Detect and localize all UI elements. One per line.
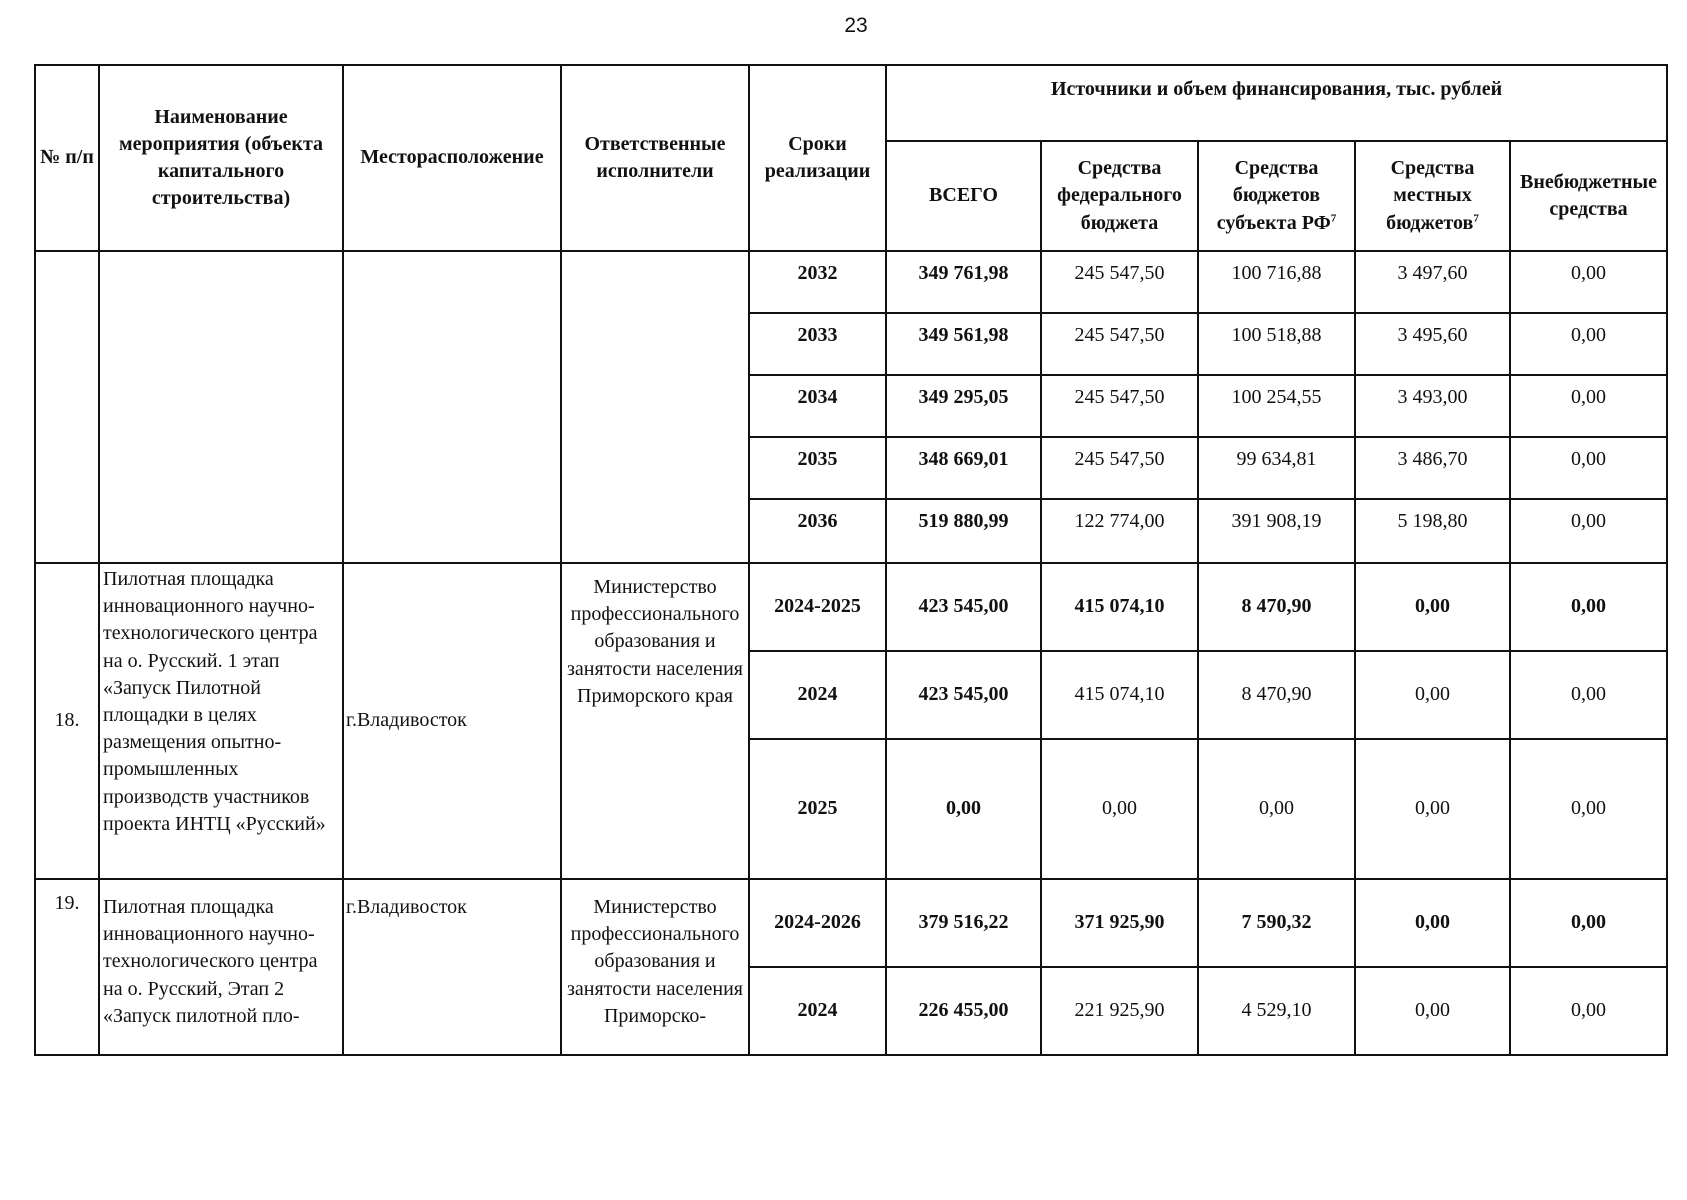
cell-federal: 415 074,10 [1041, 563, 1198, 651]
header-name: Наименование мероприятия (объекта капитального строительства) [99, 65, 343, 251]
cell-subject: 391 908,19 [1198, 499, 1355, 563]
header-executors: Ответственные исполнители [561, 65, 749, 251]
cell-year: 2032 [749, 251, 886, 313]
item-number: 19. [35, 879, 99, 1055]
cell-local: 0,00 [1355, 651, 1510, 739]
item-name: Пилотная площадка инновационного научно-технологического центра на о. Русский. 1 этап «Запуск Пилотной площадки в целях размещения опытно-промышленных производств участников проекта ИНТЦ «Русский» [99, 563, 343, 879]
footnote-mark: 7 [1473, 211, 1479, 224]
item-executors: Министерство профессионального образования и занятости населения Приморского края [561, 563, 749, 879]
cell-year: 2036 [749, 499, 886, 563]
cell-federal: 245 547,50 [1041, 375, 1198, 437]
cell-name [99, 251, 343, 563]
cell-subject: 4 529,10 [1198, 967, 1355, 1055]
cell-local: 3 493,00 [1355, 375, 1510, 437]
header-local-label: Средства местных бюджетов [1386, 157, 1475, 234]
cell-total: 349 295,05 [886, 375, 1041, 437]
cell-subject: 100 716,88 [1198, 251, 1355, 313]
cell-total: 0,00 [886, 739, 1041, 879]
header-period: Сроки реализации [749, 65, 886, 251]
cell-local: 3 486,70 [1355, 437, 1510, 499]
cell-federal: 245 547,50 [1041, 251, 1198, 313]
cell-num [35, 251, 99, 563]
cell-local: 3 497,60 [1355, 251, 1510, 313]
header-total: ВСЕГО [886, 141, 1041, 251]
cell-total: 348 669,01 [886, 437, 1041, 499]
cell-year: 2025 [749, 739, 886, 879]
cell-extra: 0,00 [1510, 251, 1667, 313]
cell-subject: 99 634,81 [1198, 437, 1355, 499]
cell-total: 423 545,00 [886, 563, 1041, 651]
item-location: г.Владивосток [343, 879, 561, 1055]
cell-total: 379 516,22 [886, 879, 1041, 967]
cell-subject: 8 470,90 [1198, 563, 1355, 651]
cell-year: 2034 [749, 375, 886, 437]
table-row [35, 563, 1667, 651]
cell-extra: 0,00 [1510, 313, 1667, 375]
header-local [1355, 141, 1510, 251]
cell-location [343, 251, 561, 563]
cell-subject: 100 518,88 [1198, 313, 1355, 375]
table-row [35, 251, 1667, 313]
header-subject [1198, 141, 1355, 251]
cell-extra: 0,00 [1510, 739, 1667, 879]
cell-executors [561, 251, 749, 563]
cell-subject: 100 254,55 [1198, 375, 1355, 437]
cell-extra: 0,00 [1510, 499, 1667, 563]
cell-federal: 245 547,50 [1041, 437, 1198, 499]
cell-federal: 221 925,90 [1041, 967, 1198, 1055]
cell-year: 2024 [749, 651, 886, 739]
header-sources: Источники и объем финансирования, тыс. рублей [886, 65, 1667, 141]
cell-subject: 8 470,90 [1198, 651, 1355, 739]
cell-federal: 0,00 [1041, 739, 1198, 879]
cell-federal: 122 774,00 [1041, 499, 1198, 563]
header-federal: Средства федерального бюджета [1041, 141, 1198, 251]
cell-total: 349 761,98 [886, 251, 1041, 313]
cell-local: 0,00 [1355, 739, 1510, 879]
cell-local: 0,00 [1355, 967, 1510, 1055]
cell-year: 2035 [749, 437, 886, 499]
cell-year: 2033 [749, 313, 886, 375]
cell-extra: 0,00 [1510, 967, 1667, 1055]
cell-federal: 245 547,50 [1041, 313, 1198, 375]
cell-subject: 0,00 [1198, 739, 1355, 879]
page-number: 23 [844, 14, 868, 37]
item-location: г.Владивосток [343, 563, 561, 879]
cell-total: 349 561,98 [886, 313, 1041, 375]
cell-extra: 0,00 [1510, 651, 1667, 739]
cell-subject: 7 590,32 [1198, 879, 1355, 967]
cell-year: 2024-2025 [749, 563, 886, 651]
cell-extra: 0,00 [1510, 437, 1667, 499]
cell-total: 519 880,99 [886, 499, 1041, 563]
cell-extra: 0,00 [1510, 563, 1667, 651]
cell-extra: 0,00 [1510, 879, 1667, 967]
item-number: 18. [35, 563, 99, 879]
item-name: Пилотная площадка инновационного научно-технологического центра на о. Русский, Этап 2 «Запуск пилотной пло- [99, 879, 343, 1055]
header-subject-label: Средства бюджетов субъекта РФ [1216, 157, 1331, 234]
header-location: Месторасположение [343, 65, 561, 251]
cell-total: 423 545,00 [886, 651, 1041, 739]
table-row [35, 879, 1667, 967]
cell-local: 0,00 [1355, 879, 1510, 967]
cell-local: 0,00 [1355, 563, 1510, 651]
cell-year: 2024 [749, 967, 886, 1055]
cell-total: 226 455,00 [886, 967, 1041, 1055]
cell-federal: 371 925,90 [1041, 879, 1198, 967]
footnote-mark: 7 [1330, 211, 1337, 224]
item-executors: Министерство профессионального образования и занятости населения Приморско- [561, 879, 749, 1055]
cell-federal: 415 074,10 [1041, 651, 1198, 739]
cell-extra: 0,00 [1510, 375, 1667, 437]
financing-table [34, 64, 1668, 1056]
header-num: № п/п [35, 65, 99, 251]
header-extra: Внебюджетные средства [1510, 141, 1667, 251]
cell-local: 5 198,80 [1355, 499, 1510, 563]
cell-year: 2024-2026 [749, 879, 886, 967]
cell-local: 3 495,60 [1355, 313, 1510, 375]
